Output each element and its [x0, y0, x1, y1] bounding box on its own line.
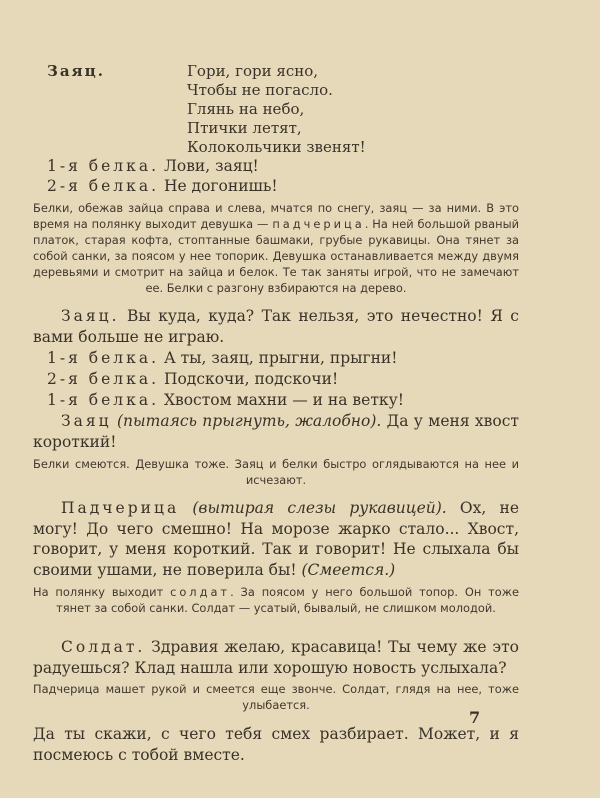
- stage-text: . На ней большой рваный платок, старая кофта, стоптанные башмаки, грубые рукавицы. Она тянет за собой санки, за поясом у нее топорик. Девушка останавливается между двумя деревьями и смотрит на зайца и белок. Те так заняты игрой, что не замечают ее. Белки с разгону взбираются на дерево.: [33, 217, 519, 295]
- speaker-name: 1-я белка.: [47, 157, 160, 175]
- stage-text: На полянку выходит: [33, 585, 171, 599]
- stage-text: Белки смеются. Девушка тоже. Заяц и белки быстро оглядываются на нее и исчезают.: [33, 457, 519, 487]
- song-line: Гори, гори ясно,: [187, 62, 319, 80]
- speaker-name: Заяц: [61, 412, 112, 430]
- speaker-name: 1-я белка.: [47, 391, 160, 409]
- dialog-line: [47, 348, 533, 368]
- dialog-paragraph: [33, 306, 519, 347]
- speech-text: Не догонишь!: [159, 177, 278, 195]
- speech-text: Да ты скажи, с чего тебя смех разбирает. Может, и я посмеюсь с тобой вместе.: [33, 725, 519, 764]
- speech-text: Ох, не могу! До чего смешно! На морозе жарко стало... Хвост, говорит, у меня короткий. Так и говорит! Не слыхала бы своими ушами, не поверила бы!: [33, 499, 519, 579]
- book-page: [33, 0, 519, 798]
- speaker-hare: Заяц.: [47, 62, 105, 80]
- speech-text: Здравия желаю, красавица! Ты чему же это радуешься? Клад нашла или хорошую новость услыхала?: [33, 638, 519, 677]
- dialog-paragraph: [33, 498, 519, 580]
- speaker-name: Солдат.: [61, 638, 146, 656]
- song-line: Глянь на небо,: [187, 100, 305, 118]
- song-lines: [187, 62, 366, 157]
- character-name: солдат: [170, 585, 231, 599]
- stage-text: . За поясом у него большой топор. Он тоже тянет за собой санки. Солдат — усатый, бывалый, не слишком молодой.: [56, 585, 519, 615]
- speech-text: Лови, заяц!: [159, 157, 259, 175]
- song-line: Колокольчики звенят!: [187, 138, 366, 156]
- speaker-name: Падчерица: [61, 499, 180, 517]
- stage-direction: [33, 584, 519, 616]
- dialog-paragraph: [33, 411, 519, 452]
- stage-text: Белки, обежав зайца справа и слева, мчатся по снегу, заяц — за ними. В это время на полянку выходит девушка —: [33, 201, 519, 231]
- stage-direction: [33, 200, 519, 296]
- dialog-paragraph: [33, 724, 519, 765]
- speaker-name: 1-я белка.: [47, 349, 160, 367]
- dialog-line: [47, 390, 533, 410]
- dialog-paragraph: [33, 637, 519, 678]
- stage-direction: [33, 681, 519, 713]
- dialog-line: [47, 156, 533, 176]
- character-name: падчерица: [272, 217, 365, 231]
- speech-text: Подскочи, подскочи!: [159, 370, 339, 388]
- stage-remark: (пытаясь прыгнуть, жалобно).: [111, 412, 382, 430]
- dialog-line: [47, 369, 533, 389]
- song-line: Птички летят,: [187, 119, 302, 137]
- song-line: Чтобы не погасло.: [187, 81, 333, 99]
- speech-text: А ты, заяц, прыгни, прыгни!: [159, 349, 398, 367]
- page-number: 7: [469, 708, 481, 727]
- stage-remark: (вытирая слезы рукавицей).: [179, 499, 447, 517]
- stage-direction: [33, 456, 519, 488]
- speaker-name: 2-я белка.: [47, 370, 160, 388]
- speaker-name: 2-я белка.: [47, 177, 160, 195]
- speech-text: Да у меня хвост короткий!: [33, 412, 519, 451]
- stage-text: Падчерица машет рукой и смеется еще звонче. Солдат, глядя на нее, тоже улыбается.: [33, 682, 519, 712]
- stage-remark: (Смеется.): [301, 560, 396, 579]
- speech-text: Вы куда, куда? Так нельзя, это нечестно! Я с вами больше не играю.: [33, 307, 519, 346]
- speaker-name: Заяц.: [61, 307, 120, 325]
- dialog-line: [47, 176, 533, 196]
- speech-text: Хвостом махни — и на ветку!: [159, 391, 404, 409]
